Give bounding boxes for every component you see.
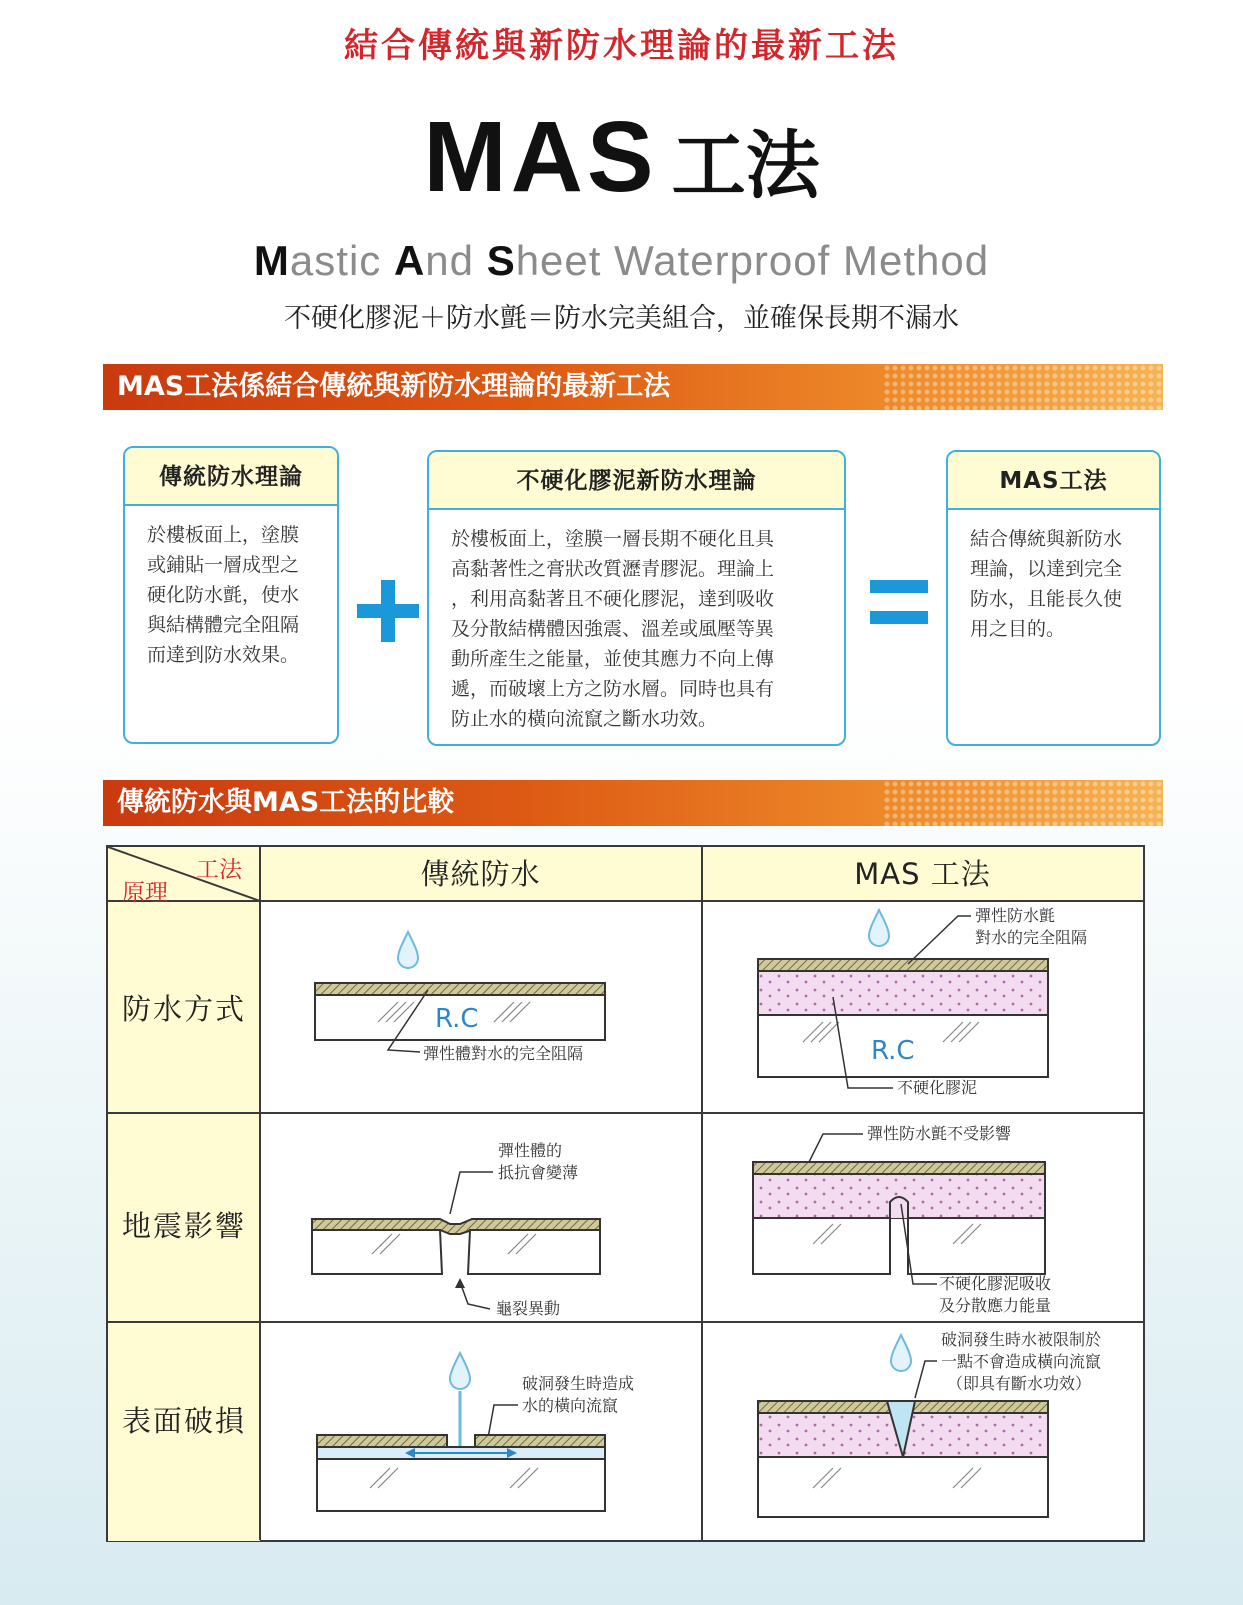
section-banner-theory bbox=[103, 364, 1163, 410]
annotation: 不硬化膠泥 bbox=[897, 1078, 978, 1097]
membrane-layer bbox=[315, 983, 605, 995]
arrow-icon bbox=[455, 1278, 465, 1288]
traditional-theory-title: 傳統防水理論 bbox=[125, 448, 337, 506]
section-banner-comparison bbox=[103, 780, 1163, 826]
annotation: （即具有斷水功效） bbox=[947, 1374, 1092, 1393]
top-title: 結合傳統與新防水理論的最新工法 bbox=[344, 26, 899, 66]
mas-method-text bbox=[948, 510, 1138, 644]
comparison-table bbox=[106, 845, 1145, 1542]
row-label-waterproof: 防水方式 bbox=[121, 992, 246, 1026]
annotation: 水的橫向流竄 bbox=[522, 1396, 619, 1415]
diagram-waterproof-traditional bbox=[260, 902, 701, 1112]
subtitle-a: A bbox=[393, 237, 426, 284]
traditional-theory-text bbox=[125, 506, 325, 670]
annotation: 抵抗會變薄 bbox=[498, 1163, 579, 1182]
membrane-layer bbox=[753, 1162, 1045, 1174]
text-line: 高黏著性之膏狀改質瀝青膠泥。理論上 bbox=[451, 558, 775, 580]
text-line: 於樓板面上，塗膜 bbox=[147, 524, 300, 546]
text-line: 與結構體完全阻隔 bbox=[147, 614, 300, 636]
annotation: 不硬化膠泥吸收 bbox=[939, 1274, 1052, 1293]
membrane-layer bbox=[758, 959, 1048, 971]
annotation: 彈性防水氈不受影響 bbox=[867, 1124, 1012, 1143]
annotation: 龜裂異動 bbox=[496, 1299, 561, 1318]
text-line: 理論，以達到完全 bbox=[970, 558, 1123, 580]
mastic-filled-crack bbox=[890, 1197, 908, 1218]
subtitle-s-rest: heet Waterproof Method bbox=[515, 237, 990, 284]
main-title bbox=[0, 100, 1243, 215]
mastic-layer bbox=[758, 971, 1048, 1015]
section-banner-theory-text: MAS工法係結合傳統與新防水理論的最新工法 bbox=[117, 371, 671, 402]
text-line: 遞，而破壞上方之防水層。同時也具有 bbox=[451, 678, 775, 700]
subtitle bbox=[0, 237, 1243, 285]
mas-method-box bbox=[946, 450, 1161, 746]
water-drop-icon bbox=[398, 932, 418, 968]
column-header-mas: MAS 工法 bbox=[854, 857, 991, 891]
rc-label: R.C bbox=[435, 1004, 479, 1034]
annotation: 彈性體對水的完全阻隔 bbox=[423, 1044, 584, 1063]
text-line: 及分散結構體因強震、溫差或風壓等異 bbox=[451, 618, 775, 640]
column-header-traditional: 傳統防水 bbox=[420, 857, 541, 891]
plus-icon bbox=[357, 580, 419, 642]
diagram-damage-traditional bbox=[260, 1323, 701, 1541]
annotation: 一點不會造成橫向流竄 bbox=[941, 1352, 1102, 1371]
text-line: ，利用高黏著且不硬化膠泥，達到吸收 bbox=[451, 588, 775, 610]
text-line: 而達到防水效果。 bbox=[147, 644, 300, 666]
subtitle-m: M bbox=[253, 237, 290, 284]
main-title-mas: MAS bbox=[423, 101, 658, 213]
water-drop-icon bbox=[891, 1335, 911, 1371]
diagram-earthquake-mas bbox=[703, 1114, 1142, 1321]
concrete-slab-left bbox=[753, 1218, 890, 1274]
tagline: 不硬化膠泥＋防水氈＝防水完美組合，並確保長期不漏水 bbox=[284, 303, 959, 334]
subtitle-s: S bbox=[486, 237, 516, 284]
membrane-layer-right bbox=[475, 1435, 605, 1447]
text-line: 硬化防水氈，使水 bbox=[147, 584, 300, 606]
diagram-waterproof-mas bbox=[703, 902, 1142, 1112]
concrete-slab bbox=[317, 1459, 605, 1511]
text-line: 結合傳統與新防水 bbox=[970, 528, 1123, 550]
new-theory-box bbox=[427, 450, 846, 746]
annotation: 破洞發生時造成 bbox=[522, 1374, 635, 1393]
rc-label: R.C bbox=[871, 1036, 915, 1066]
diagram-earthquake-traditional bbox=[260, 1114, 701, 1321]
concrete-slab-right bbox=[908, 1218, 1045, 1274]
water-drop-icon bbox=[869, 910, 889, 946]
subtitle-a-rest: nd bbox=[425, 237, 487, 284]
corner-principle-label: 原理 bbox=[122, 880, 168, 906]
new-theory-title: 不硬化膠泥新防水理論 bbox=[429, 452, 844, 510]
annotation: 彈性體的 bbox=[498, 1141, 563, 1160]
text-line: 或鋪貼一層成型之 bbox=[147, 554, 300, 576]
traditional-theory-box bbox=[123, 446, 339, 744]
mas-method-title: MAS工法 bbox=[948, 452, 1159, 510]
annotation: 破洞發生時水被限制於 bbox=[941, 1330, 1102, 1349]
water-drop-icon bbox=[450, 1353, 470, 1389]
row-label-damage: 表面破損 bbox=[121, 1404, 246, 1438]
concrete-slab bbox=[758, 1457, 1048, 1517]
annotation: 對水的完全阻隔 bbox=[975, 928, 1088, 947]
subtitle-m-rest: astic bbox=[289, 237, 394, 284]
new-theory-text bbox=[429, 510, 809, 734]
corner-method-label: 工法 bbox=[196, 857, 242, 883]
section-banner-comparison-text: 傳統防水與MAS工法的比較 bbox=[117, 787, 455, 818]
row-label-earthquake: 地震影響 bbox=[121, 1209, 246, 1243]
text-line: 動所產生之能量，並使其應力不向上傳 bbox=[451, 648, 775, 670]
diagram-damage-mas bbox=[703, 1323, 1142, 1541]
equals-icon bbox=[870, 580, 928, 626]
text-line: 防水，且能長久使 bbox=[970, 588, 1123, 610]
text-line: 於樓板面上，塗膜一層長期不硬化且具 bbox=[451, 528, 775, 550]
text-line: 用之目的。 bbox=[970, 618, 1066, 640]
concrete-slab-left bbox=[312, 1230, 442, 1274]
main-title-suffix: 工法 bbox=[671, 123, 820, 209]
membrane-layer-left bbox=[317, 1435, 447, 1447]
annotation: 及分散應力能量 bbox=[939, 1296, 1052, 1315]
text-line: 防止水的橫向流竄之斷水功效。 bbox=[451, 708, 718, 730]
annotation: 彈性防水氈 bbox=[975, 906, 1056, 925]
